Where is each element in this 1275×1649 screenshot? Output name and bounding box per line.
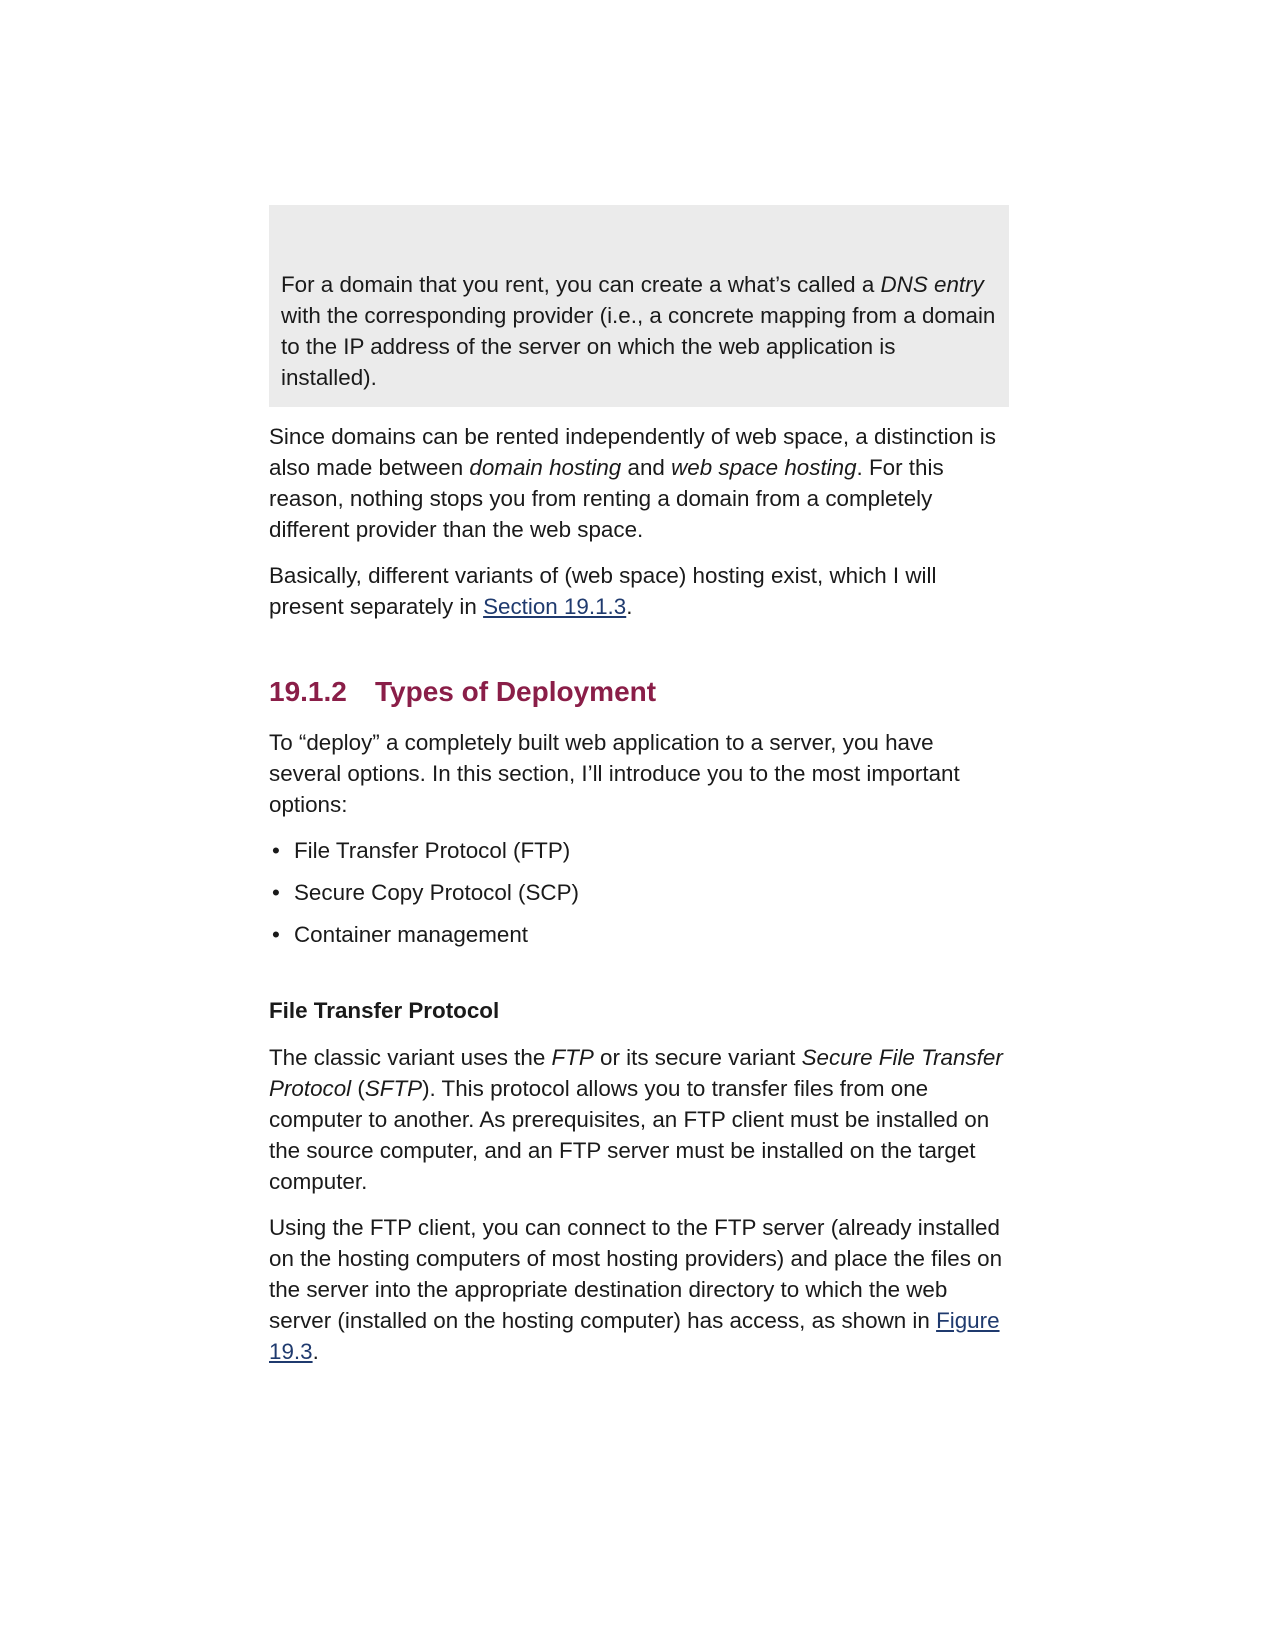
paragraph-text: . xyxy=(312,1339,319,1364)
list-item xyxy=(269,835,1009,866)
term-sftp: SFTP xyxy=(364,1076,423,1101)
list-item xyxy=(269,877,1009,908)
figure-link[interactable]: Figure 19.3 xyxy=(269,1308,1000,1364)
section-number: 19.1.2 xyxy=(269,676,347,707)
note-text: For a domain that you rent, you can create a what’s called a xyxy=(281,272,881,297)
subsection-heading: File Transfer Protocol xyxy=(269,998,500,1023)
note-paragraph xyxy=(281,269,997,393)
paragraph-text: or its secure variant xyxy=(593,1045,802,1070)
paragraph-domain-hosting xyxy=(269,421,1009,545)
bullet-icon: • xyxy=(272,922,280,947)
note-text: with the corresponding provider (i.e., a concrete mapping from a domain to the IP address of the server on which the web application is installed). xyxy=(281,303,996,390)
bullet-icon: • xyxy=(272,838,280,863)
paragraph-text: Using the FTP client, you can connect to the FTP server (already installed on the hosting computers of most hosting providers) and place the files on the server into the appropriate destination directory to which the web server (installed on the hosting computer) has access, as shown in xyxy=(269,1215,1003,1333)
section-title: Types of Deployment xyxy=(375,676,657,707)
paragraph-ftp xyxy=(269,1042,1009,1197)
list-item-text: Container management xyxy=(294,922,528,947)
paragraph-text: Since domains can be rented independently of web space, a distinction is also made between xyxy=(269,424,996,480)
page-content xyxy=(269,205,1009,1382)
paragraph-ftp-client xyxy=(269,1212,1009,1367)
paragraph-text: and xyxy=(621,455,672,480)
deployment-options-list xyxy=(269,835,1009,950)
note-box xyxy=(269,205,1009,407)
paragraph-text: The classic variant uses the xyxy=(269,1045,552,1070)
section-link[interactable]: Section 19.1.3 xyxy=(483,594,627,619)
term-web-space-hosting: web space hosting xyxy=(671,455,857,480)
paragraph-deploy-intro: To “deploy” a completely built web application to a server, you have several options. In this section, I’ll introduce you to the most important options: xyxy=(269,730,960,817)
paragraph-text: Basically, different variants of (web space) hosting exist, which I will present separately in xyxy=(269,563,937,619)
section-heading xyxy=(269,675,1009,709)
paragraph-text: ). This protocol allows you to transfer files from one computer to another. As prerequisites, an FTP client must be installed on the source computer, and an FTP server must be installed on the target computer. xyxy=(269,1076,990,1194)
note-term-dns-entry: DNS entry xyxy=(880,272,984,297)
term-ftp: FTP xyxy=(551,1045,594,1070)
list-item-text: Secure Copy Protocol (SCP) xyxy=(294,880,579,905)
list-item xyxy=(269,919,1009,950)
paragraph-text: ( xyxy=(351,1076,365,1101)
paragraph-text: . For this reason, nothing stops you from renting a domain from a completely different provider than the web space. xyxy=(269,455,944,542)
list-item-text: File Transfer Protocol (FTP) xyxy=(294,838,571,863)
paragraph-text: . xyxy=(626,594,633,619)
term-secure-file-transfer-protocol: Secure File Transfer Protocol xyxy=(269,1045,1003,1101)
bullet-icon: • xyxy=(272,880,280,905)
paragraph-hosting-variants xyxy=(269,560,1009,622)
term-domain-hosting: domain hosting xyxy=(469,455,622,480)
